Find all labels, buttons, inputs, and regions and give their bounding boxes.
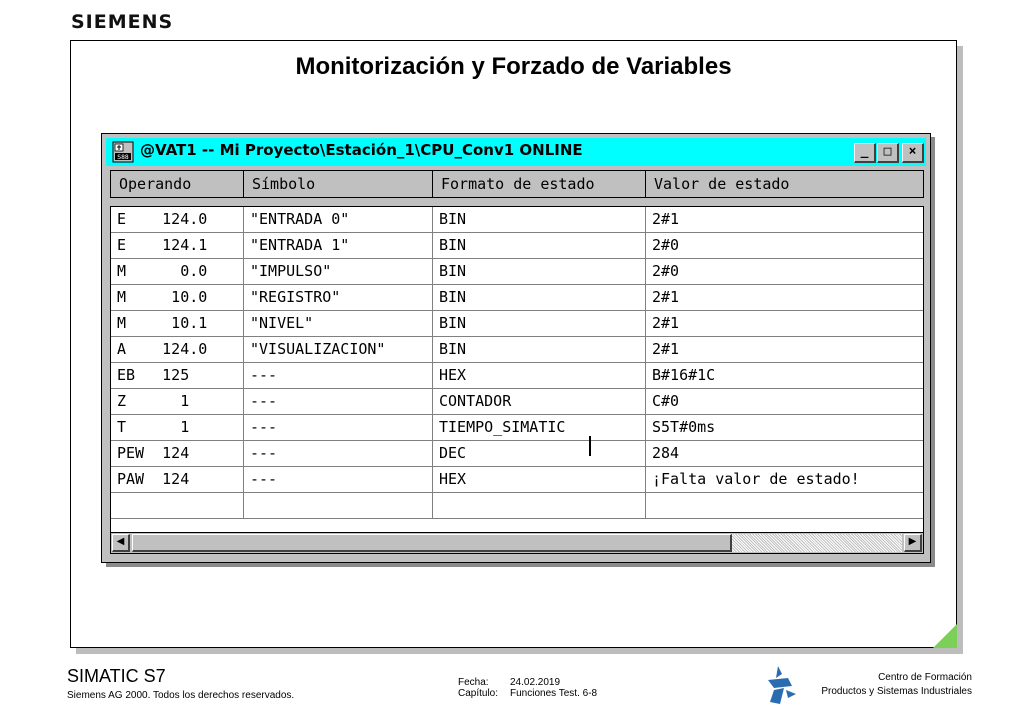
cell-symbol[interactable]: --- [244, 415, 433, 440]
date-label: Fecha: [458, 677, 489, 688]
cell-operand[interactable]: EB 125 [111, 363, 244, 388]
cell-operand[interactable]: PEW 124 [111, 441, 244, 466]
cell-symbol[interactable]: "REGISTRO" [244, 285, 433, 310]
minimize-button[interactable]: _ [854, 143, 876, 163]
horizontal-scrollbar[interactable] [110, 532, 924, 554]
cell-value[interactable] [646, 493, 923, 518]
variable-table [110, 206, 924, 536]
column-header-operando[interactable]: Operando [111, 171, 244, 197]
cell-value[interactable]: 2#0 [652, 262, 680, 280]
cell-symbol[interactable]: --- [244, 363, 433, 388]
table-row[interactable] [111, 467, 923, 493]
training-center-line2: Productos y Sistemas Industriales [821, 686, 972, 697]
table-row[interactable] [111, 259, 923, 285]
cell-operand[interactable] [111, 493, 244, 518]
cell-value[interactable]: 2#1 [652, 288, 680, 306]
cell-value[interactable]: C#0 [652, 392, 680, 410]
cell-operand[interactable]: E 124.0 [111, 207, 244, 232]
chapter-value: Funciones Test. 6-8 [510, 688, 598, 699]
siemens-logo: SIEMENS [71, 11, 174, 33]
cell-operand[interactable]: Z 1 [111, 389, 244, 414]
table-row[interactable] [111, 441, 923, 467]
cell-value[interactable]: B#16#1C [652, 366, 716, 384]
table-row[interactable] [111, 233, 923, 259]
cell-format[interactable]: DEC [433, 441, 646, 466]
cell-value[interactable]: 2#1 [652, 210, 680, 228]
cell-operand[interactable]: E 124.1 [111, 233, 244, 258]
cell-format[interactable] [433, 493, 646, 518]
date-value: 24.02.2019 [510, 677, 561, 688]
cell-symbol[interactable]: --- [244, 467, 433, 492]
vat-window [101, 133, 931, 563]
cell-format[interactable]: BIN [433, 207, 646, 232]
table-row[interactable] [111, 337, 923, 363]
cell-format[interactable]: BIN [433, 311, 646, 336]
cell-operand[interactable]: PAW 124 [111, 467, 244, 492]
scroll-left-arrow-icon[interactable]: ◀ [112, 534, 130, 552]
table-row[interactable] [111, 415, 923, 441]
scroll-thumb[interactable] [132, 534, 732, 552]
cell-symbol[interactable]: --- [244, 389, 433, 414]
table-row[interactable] [111, 285, 923, 311]
cell-value[interactable]: 2#0 [652, 236, 680, 254]
cell-value[interactable]: 2#1 [652, 314, 680, 332]
cell-operand[interactable]: A 124.0 [111, 337, 244, 362]
table-row[interactable] [111, 363, 923, 389]
page-corner-fold [933, 624, 957, 648]
cell-value[interactable]: ¡Falta valor de estado! [652, 470, 860, 488]
window-titlebar[interactable] [106, 138, 926, 166]
training-center-line1: Centro de Formación [878, 672, 972, 683]
cell-format[interactable]: BIN [433, 233, 646, 258]
cell-operand[interactable]: M 10.0 [111, 285, 244, 310]
window-title: @VAT1 -- Mi Proyecto\Estación_1\CPU_Conv1 ONLINE [140, 141, 583, 159]
chapter-label: Capítulo: [458, 688, 499, 699]
cell-value[interactable]: 284 [652, 444, 680, 462]
cell-symbol[interactable]: "NIVEL" [244, 311, 433, 336]
cell-symbol[interactable]: --- [244, 441, 433, 466]
cell-format[interactable]: BIN [433, 337, 646, 362]
cell-format[interactable]: CONTADOR [433, 389, 646, 414]
cell-symbol[interactable] [244, 493, 433, 518]
table-row[interactable] [111, 389, 923, 415]
cell-value[interactable]: 2#1 [652, 340, 680, 358]
cell-symbol[interactable]: "VISUALIZACION" [244, 337, 433, 362]
cell-format[interactable]: HEX [433, 467, 646, 492]
text-cursor [589, 436, 591, 456]
product-name: SIMATIC S7 [67, 666, 166, 686]
cell-value[interactable]: S5T#0ms [652, 418, 716, 436]
training-center [821, 671, 972, 699]
maximize-button[interactable]: □ [877, 143, 899, 163]
table-row[interactable] [111, 311, 923, 337]
cell-format[interactable]: HEX [433, 363, 646, 388]
cell-format[interactable]: BIN [433, 285, 646, 310]
table-header [110, 170, 924, 198]
column-header-valor[interactable]: Valor de estado [646, 171, 923, 197]
close-button[interactable]: × [902, 143, 924, 163]
cell-symbol[interactable]: "IMPULSO" [244, 259, 433, 284]
slide-title: Monitorización y Forzado de Variables [295, 53, 732, 80]
cell-format[interactable]: TIEMPO_SIMATIC [433, 415, 646, 440]
copyright: Siemens AG 2000. Todos los derechos reservados. [67, 690, 295, 701]
footer-metadata [458, 677, 597, 699]
cell-symbol[interactable]: "ENTRADA 1" [244, 233, 433, 258]
cell-operand[interactable]: T 1 [111, 415, 244, 440]
cell-operand[interactable]: M 10.1 [111, 311, 244, 336]
training-center-logo-icon [762, 664, 798, 706]
column-header-formato[interactable]: Formato de estado [433, 171, 646, 197]
cell-operand[interactable]: M 0.0 [111, 259, 244, 284]
scroll-track[interactable] [132, 534, 902, 552]
cell-format[interactable]: BIN [433, 259, 646, 284]
svg-text:S88: S88 [117, 154, 129, 161]
scroll-right-arrow-icon[interactable]: ▶ [904, 534, 922, 552]
table-row[interactable] [111, 207, 923, 233]
column-header-simbolo[interactable]: Símbolo [244, 171, 433, 197]
cell-symbol[interactable]: "ENTRADA 0" [244, 207, 433, 232]
variable-table-app-icon [112, 141, 134, 163]
table-row[interactable] [111, 493, 923, 519]
